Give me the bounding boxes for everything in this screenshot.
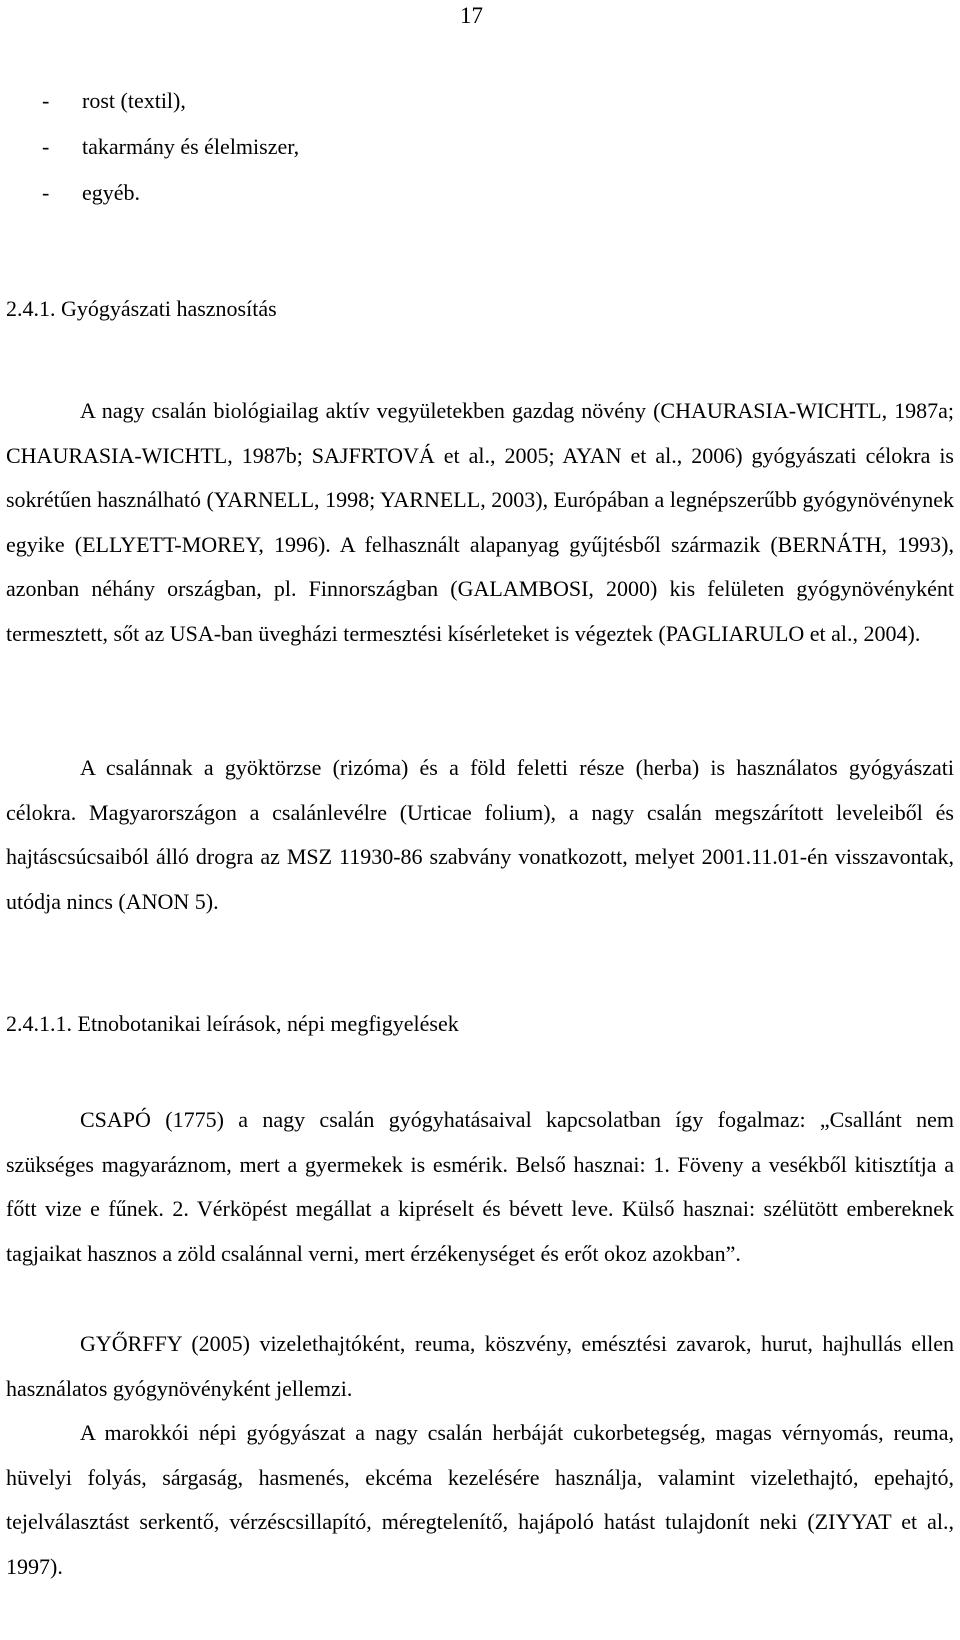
paragraph: A nagy csalán biológiailag aktív vegyületekben gazdag növény (CHAURASIA-WICHTL, 1987a; CHAURASIA-WICHTL, 1987b; SAJFRTOVÁ et al., 2005; AYAN et al., 2006) gyógyászati célokra is sokrétűen használható (YARNELL, 1998; YARNELL, 2003), Európában a legnépszerűbb gyógynövénynek egyike (ELLYETT-MOREY, 1996). A felhasznált alapanyag gyűjtésből származik (BERNÁTH, 1993), azonban néhány országban, pl. Finnországban (GALAMBOSI, 2000) kis felületen gyógynövényként termesztett, sőt az USA-ban üvegházi termesztési kísérleteket is végeztek (PAGLIARULO et al., 2004). (6, 398, 954, 646)
list-dash: - (42, 180, 50, 205)
paragraph: CSAPÓ (1775) a nagy csalán gyógyhatásaival kapcsolatban így fogalmaz: „Csallánt nem szükséges magyaráznom, mert a gyermekek is esmérik. Belső hasznai: 1. Föveny a vesékből kitisztítja a főtt vize e fűnek. 2. Vérköpést megállat a kipréselt és bévett leve. Külső hasznai: szélütött embereknek tagjaikat hasznos a zöld csalánnal verni, mert érzékenységet és erőt okoz azokban”. (6, 1107, 954, 1266)
list-dash: - (42, 88, 50, 113)
list-item (42, 170, 299, 216)
section-heading-medicinal-use: 2.4.1. Gyógyászati hasznosítás (6, 296, 277, 321)
section-heading-ethnobotany: 2.4.1.1. Etnobotanikai leírások, népi megfigyelések (6, 1011, 459, 1036)
list-item (42, 124, 299, 170)
page-number: 17 (460, 3, 483, 28)
list-dash: - (42, 134, 50, 159)
paragraph: A marokkói népi gyógyászat a nagy csalán herbáját cukorbetegség, magas vérnyomás, reuma, hüvelyi folyás, sárgaság, hasmenés, ekcéma kezelésére használja, valamint vizelethajtó, epehajtó, tejelválasztást serkentő, vérzéscsillapító, méregtelenítő, hajápoló hatást tulajdonít neki (ZIYYAT et al., 1997). (6, 1420, 954, 1579)
bullet-list (42, 78, 299, 216)
list-item-text: rost (textil), (82, 88, 186, 113)
list-item-text: takarmány és élelmiszer, (82, 134, 300, 159)
paragraph: GYŐRFFY (2005) vizelethajtóként, reuma, köszvény, emésztési zavarok, hurut, hajhullás ellen használatos gyógynövényként jellemzi. (6, 1331, 954, 1401)
list-item (42, 78, 299, 124)
list-item-text: egyéb. (82, 180, 141, 205)
paragraph: A csalánnak a gyöktörzse (rizóma) és a föld feletti része (herba) is használatos gyógyászati célokra. Magyarországon a csalánlevélre (Urticae folium), a nagy csalán megszárított leveleiből és hajtáscsúcsaiból álló drogra az MSZ 11930-86 szabvány vonatkozott, melyet 2001.11.01-én visszavontak, utódja nincs (ANON 5). (6, 755, 954, 914)
